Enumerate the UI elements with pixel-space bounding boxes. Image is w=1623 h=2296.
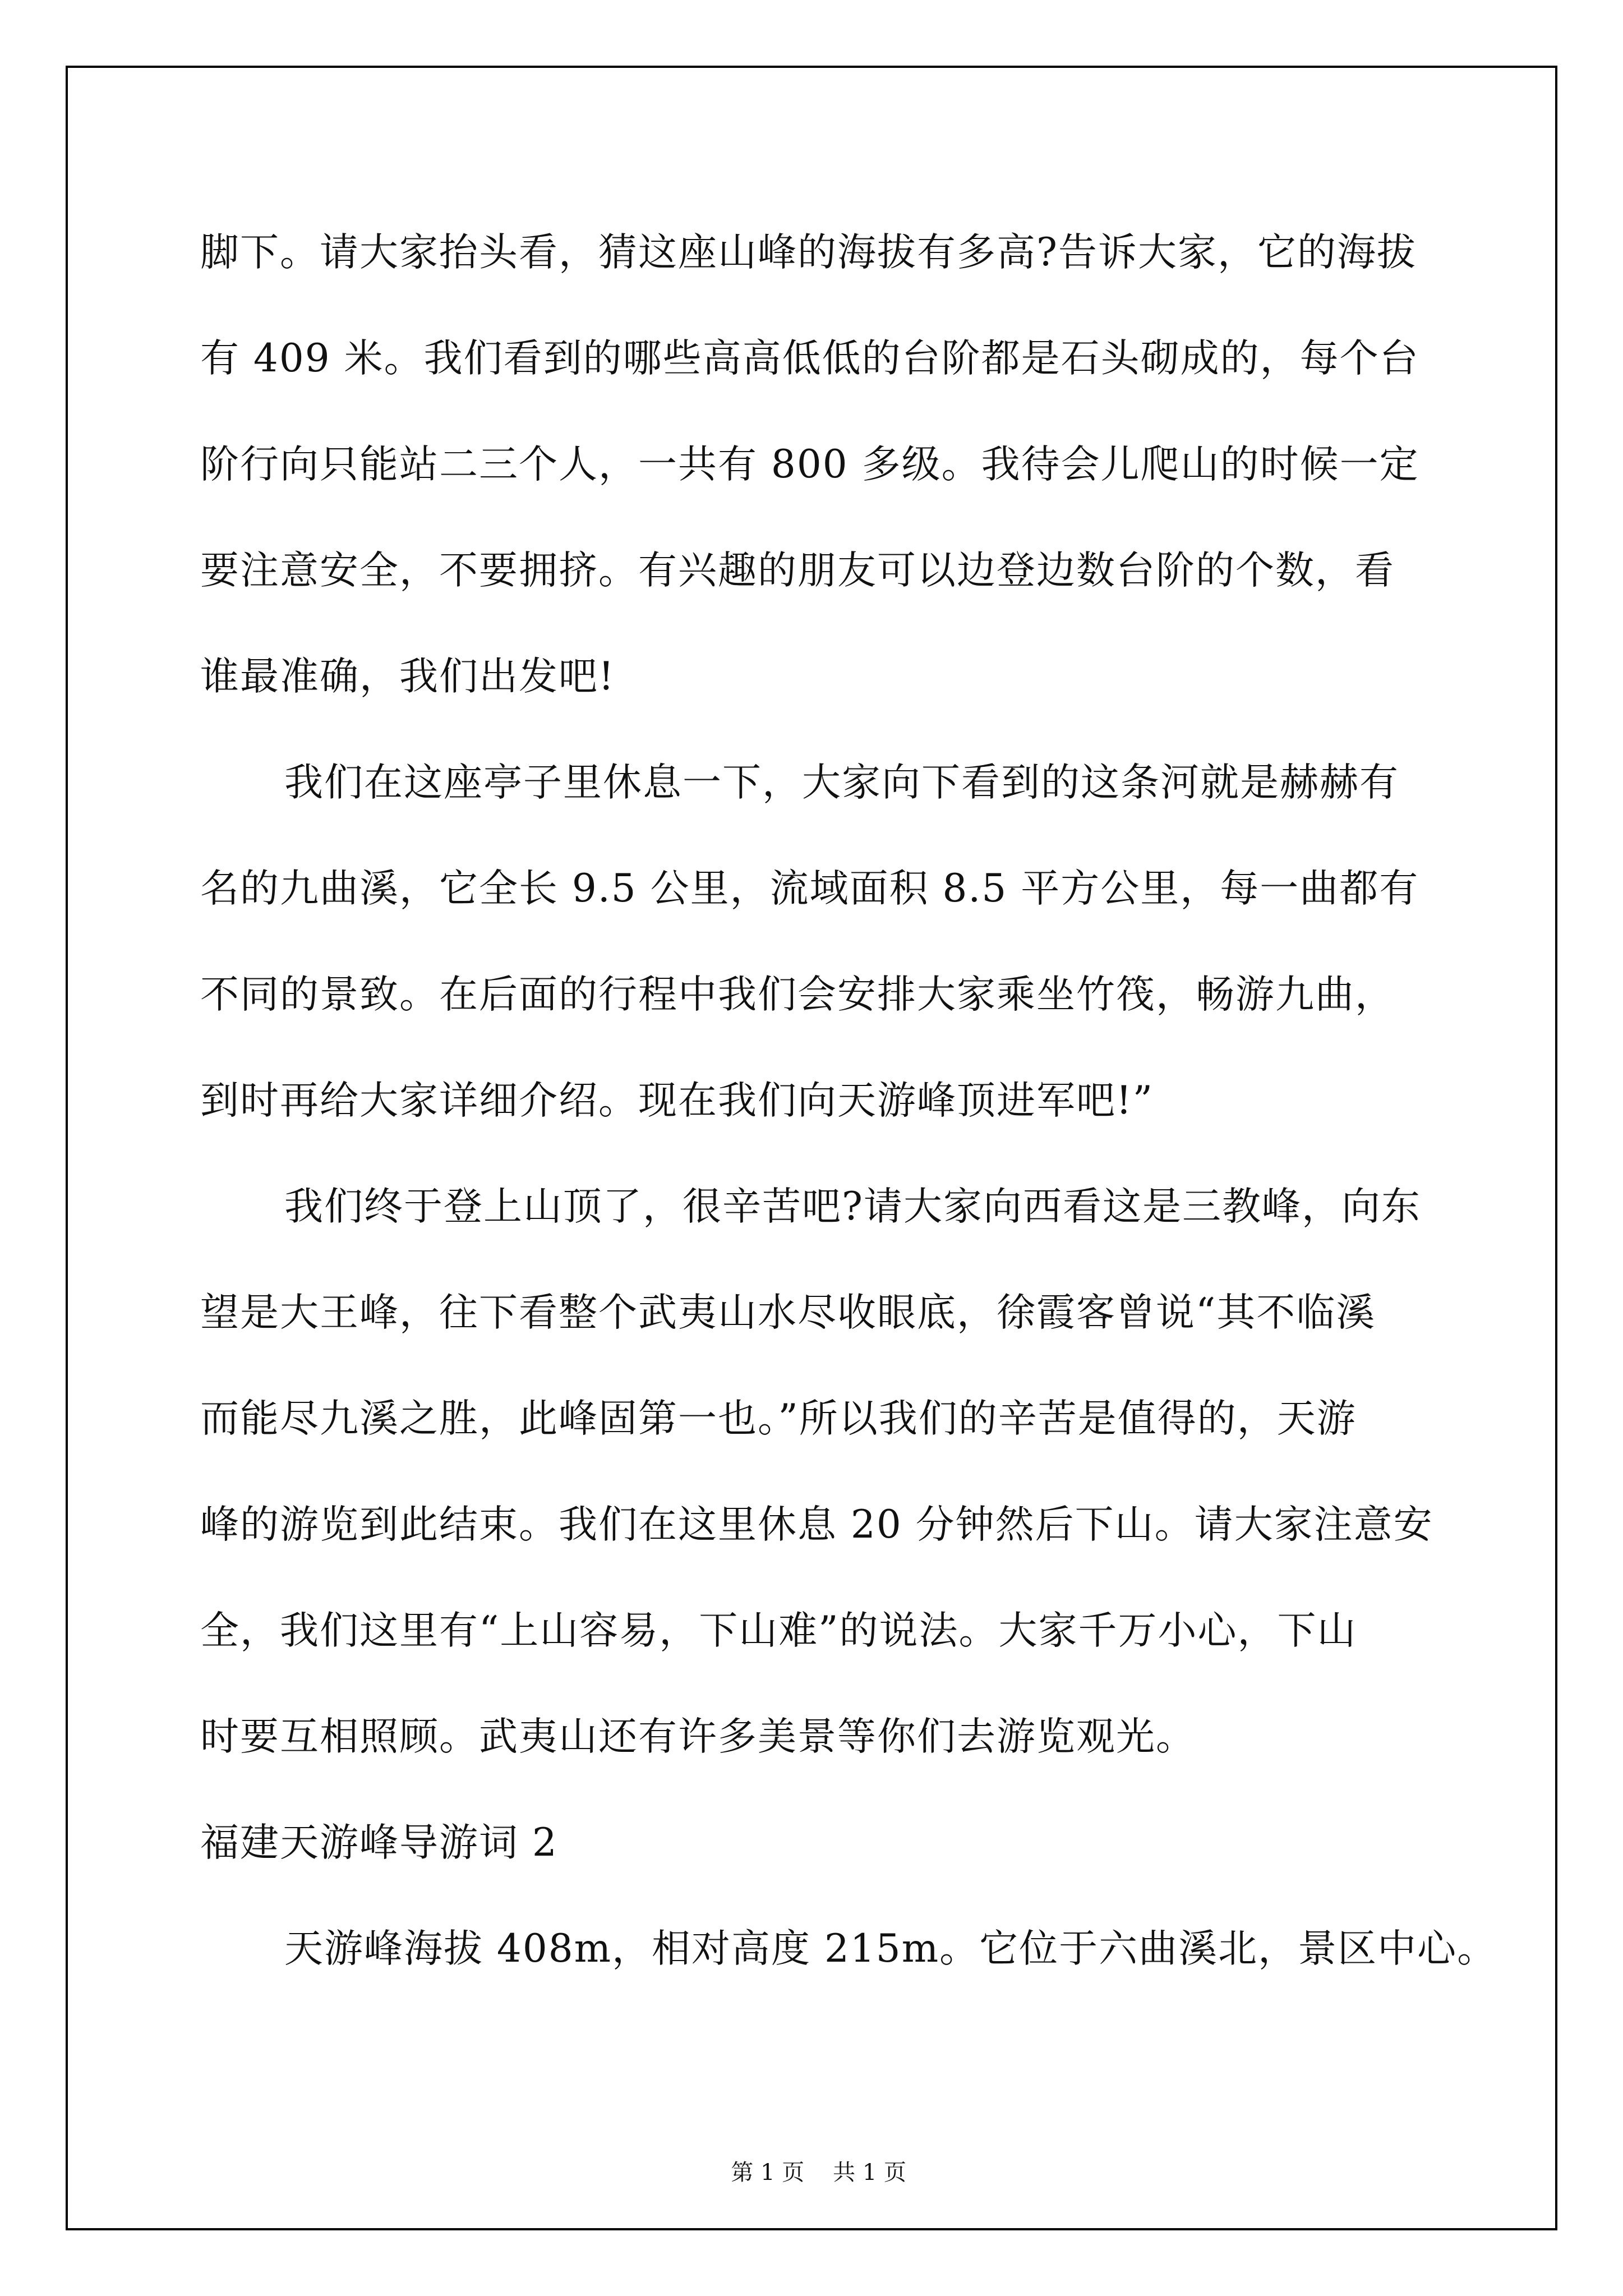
document-body <box>200 222 1497 2024</box>
text-line: 而能尽九溪之胜，此峰固第一也。”所以我们的辛苦是值得的，天游 <box>200 1396 1357 1441</box>
heading-text: 福建天游峰导游词 2 <box>200 1820 558 1865</box>
text-line: 阶行向只能站二三个人，一共有 800 多级。我待会儿爬山的时候一定 <box>200 442 1419 487</box>
paragraph <box>200 752 1434 1176</box>
text-line: 天游峰海拔 408m，相对高度 215m。它位于六曲溪北，景区中心。 <box>284 1926 1497 1971</box>
paragraph <box>200 222 1434 752</box>
text-line: 我们在这座亭子里休息一下，大家向下看到的这条河就是赫赫有 <box>284 760 1399 805</box>
text-line: 我们终于登上山顶了，很辛苦吧?请大家向西看这是三教峰，向东 <box>284 1184 1421 1229</box>
page-footer <box>0 2125 1623 2188</box>
text-line: 峰的游览到此结束。我们在这里休息 20 分钟然后下山。请大家注意安 <box>200 1502 1433 1547</box>
paragraph <box>200 1918 1497 2024</box>
text-line: 名的九曲溪，它全长 9.5 公里，流域面积 8.5 平方公里，每一曲都有 <box>200 866 1419 911</box>
text-line: 谁最准确，我们出发吧! <box>200 654 615 699</box>
text-line: 望是大王峰，往下看整个武夷山水尽收眼底，徐霞客曾说“其不临溪 <box>200 1290 1376 1335</box>
text-line: 到时再给大家详细介绍。现在我们向天游峰顶进军吧!” <box>200 1078 1154 1123</box>
text-line: 时要互相照顾。武夷山还有许多美景等你们去游览观光。 <box>200 1714 1196 1759</box>
page-number: 第 1 页 共 1 页 <box>731 2160 907 2185</box>
section-heading <box>200 1812 1434 1918</box>
text-line: 不同的景致。在后面的行程中我们会安排大家乘坐竹筏，畅游九曲， <box>200 972 1395 1017</box>
text-line: 有 409 米。我们看到的哪些高高低低的台阶都是石头砌成的，每个台 <box>200 336 1419 381</box>
text-line: 脚下。请大家抬头看，猜这座山峰的海拔有多高?告诉大家，它的海拔 <box>200 230 1417 275</box>
text-line: 要注意安全，不要拥挤。有兴趣的朋友可以边登边数台阶的个数，看 <box>200 548 1395 593</box>
text-line: 全，我们这里有“上山容易，下山难”的说法。大家千万小心，下山 <box>200 1608 1357 1653</box>
paragraph <box>200 1176 1434 1812</box>
